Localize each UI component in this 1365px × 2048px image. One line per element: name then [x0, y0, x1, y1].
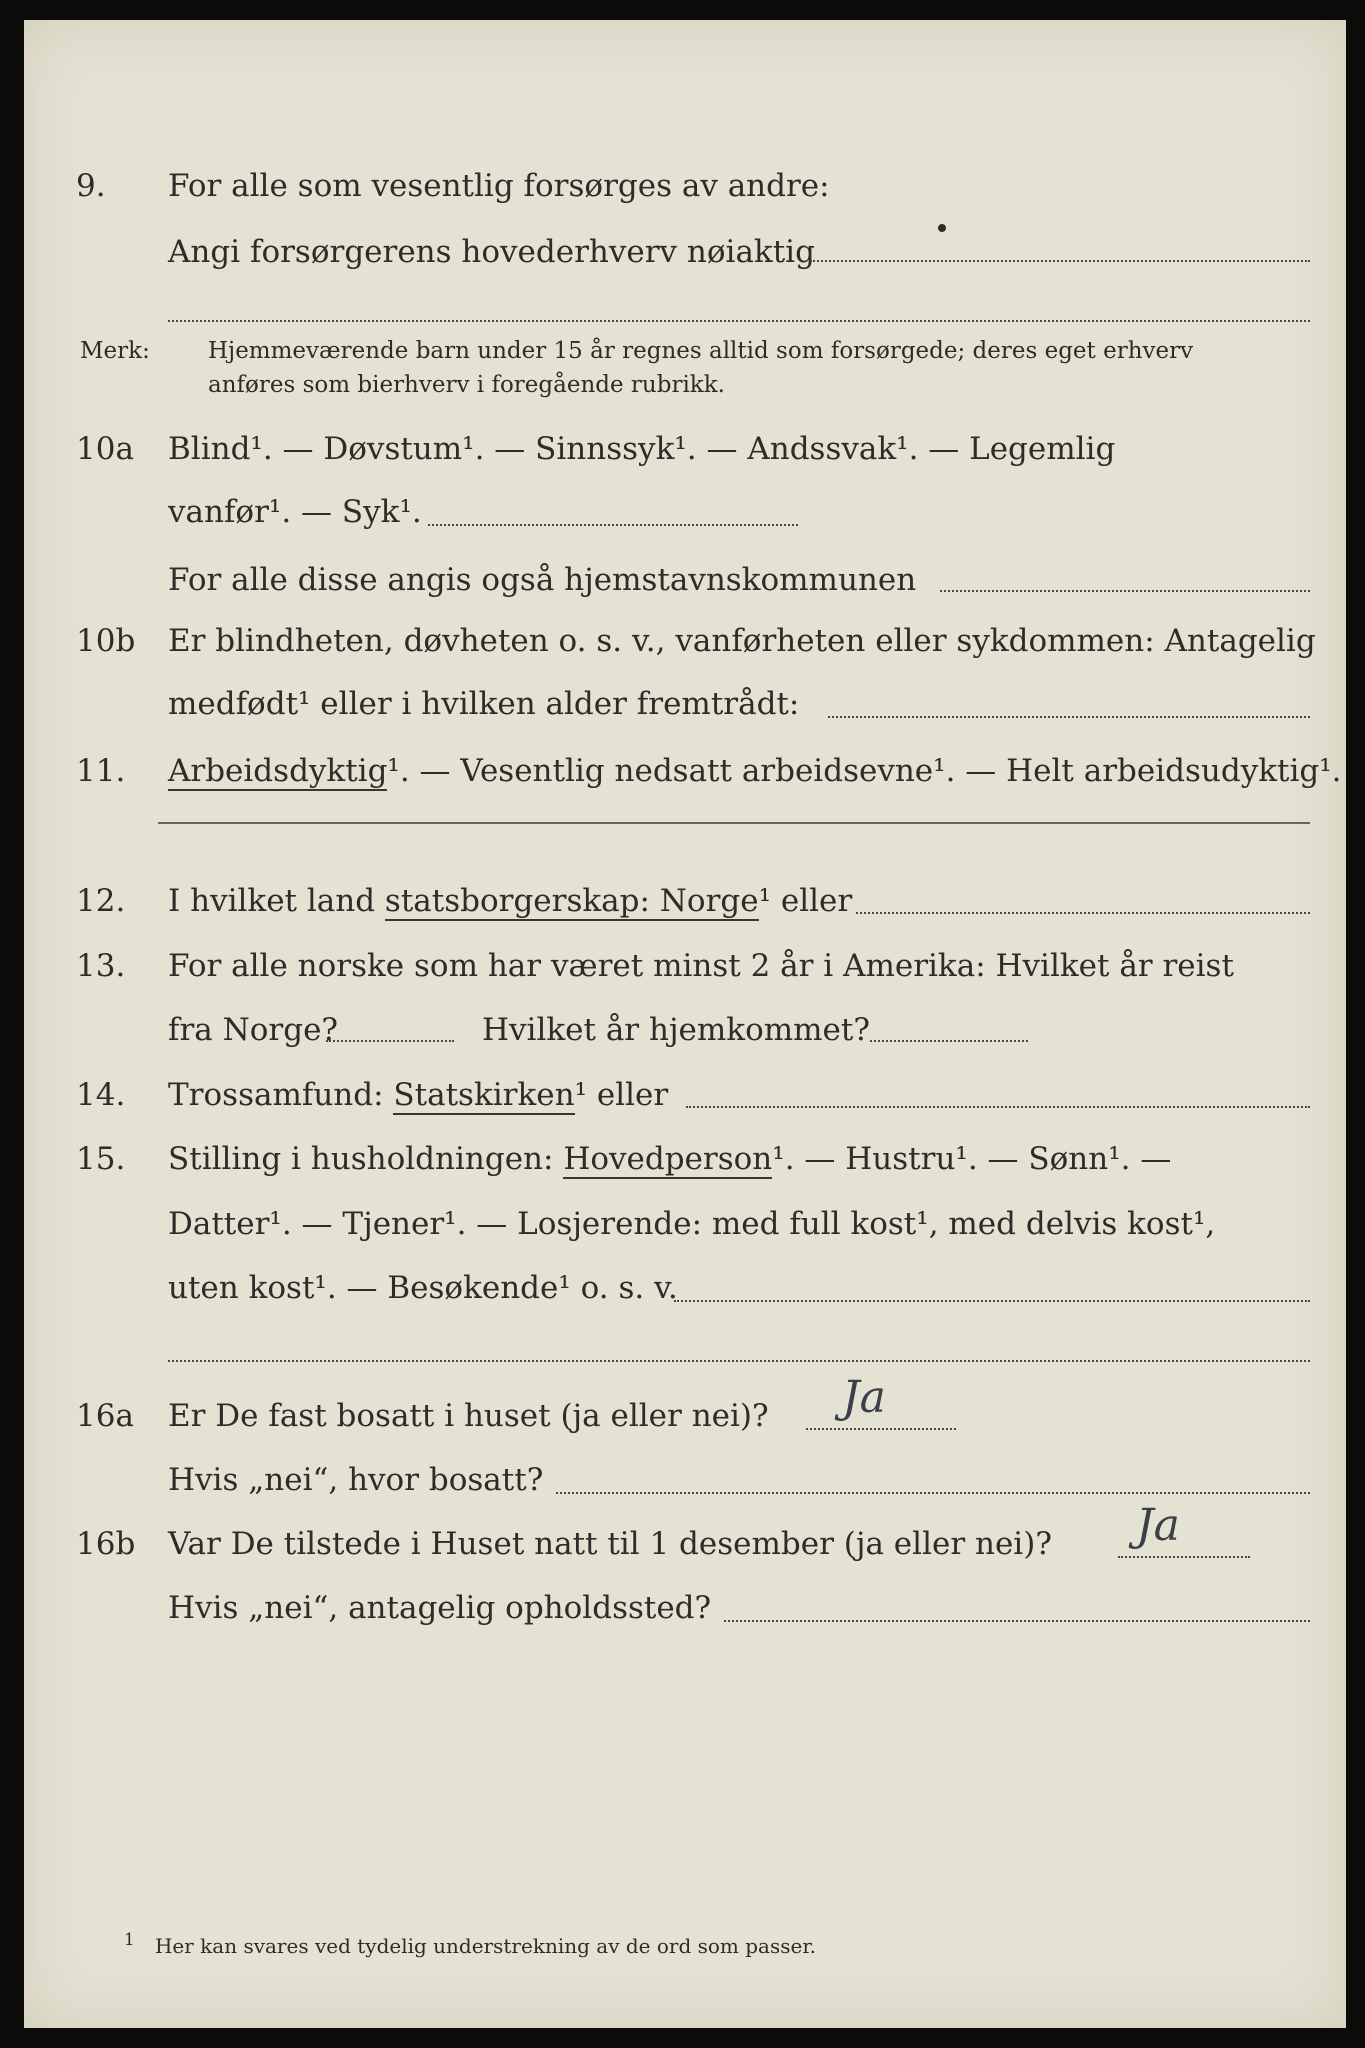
q10a-text-2: vanfør¹. — Syk¹.	[168, 494, 422, 530]
q11-answer-underlined: Arbeidsdyktig	[168, 753, 388, 789]
q16b-number: 16b	[76, 1526, 136, 1562]
q13-answer-line-2[interactable]	[870, 1040, 1028, 1042]
q14-text-pre: Trossamfund:	[168, 1077, 394, 1113]
q11-number: 11.	[76, 753, 126, 789]
q12-text-pre: I hvilket land	[168, 883, 385, 919]
q16b-answer-line-2[interactable]	[724, 1620, 1310, 1622]
q10a-number: 10a	[76, 431, 134, 467]
q15-text-post: ¹. — Hustru¹. — Sønn¹. —	[772, 1141, 1172, 1177]
q15-text-2: Datter¹. — Tjener¹. — Losjerende: med full kost¹, med delvis kost¹,	[168, 1206, 1216, 1242]
footnote-mark: 1	[124, 1930, 135, 1949]
q13-text-2b: Hvilket år hjemkommet?	[482, 1012, 870, 1048]
q10a-answer-line-1[interactable]	[428, 524, 798, 526]
footnote	[124, 1930, 816, 1958]
q14-text-post: ¹ eller	[574, 1077, 669, 1113]
q15-text-1	[168, 1139, 1171, 1179]
q13-answer-line-1[interactable]	[326, 1040, 454, 1042]
q10a-text-1: Blind¹. — Døvstum¹. — Sinnssyk¹. — Andssvak¹. — Legemlig	[168, 431, 1116, 467]
q10b-text-2: medfødt¹ eller i hvilken alder fremtrådt:	[168, 686, 800, 722]
q15-number: 15.	[76, 1141, 126, 1177]
q10b-answer-line[interactable]	[828, 716, 1310, 718]
merk-text-2: anføres som bierhverv i foregående rubrikk.	[208, 372, 725, 398]
q11-answer-line[interactable]	[158, 822, 1310, 824]
merk-text-1: Hjemmeværende barn under 15 år regnes alltid som forsørgede; deres eget erhverv	[208, 338, 1194, 364]
q16a-handwritten-answer: Ja	[842, 1372, 886, 1423]
q9-text-2: Angi forsørgerens hovederhverv nøiaktig	[168, 234, 815, 270]
q10a-text-3: For alle disse angis også hjemstavnskommunen	[168, 562, 917, 598]
q16b-text-1: Var De tilstede i Huset natt til 1 desember (ja eller nei)?	[168, 1526, 1052, 1562]
q9-answer-line-1[interactable]	[810, 260, 1310, 262]
q12-answer-line[interactable]	[856, 912, 1310, 914]
q9-number: 9.	[76, 168, 106, 204]
q15-answer-line-1[interactable]	[674, 1300, 1310, 1302]
q14-number: 14.	[76, 1077, 126, 1113]
q14-answer-underlined: Statskirken	[393, 1077, 575, 1113]
q15-text-3: uten kost¹. — Besøkende¹ o. s. v.	[168, 1270, 678, 1306]
q10b-text-1: Er blindheten, døvheten o. s. v., vanførheten eller sykdommen: Antagelig	[168, 623, 1316, 659]
q9-text-1: For alle som vesentlig forsørges av andre:	[168, 168, 830, 204]
q15-answer-line-2[interactable]	[168, 1360, 1310, 1362]
q16a-number: 16a	[76, 1398, 134, 1434]
q11-text	[168, 751, 1342, 791]
q10a-answer-line-2[interactable]	[940, 590, 1310, 592]
ink-dot	[938, 224, 946, 232]
footnote-text: Her kan svares ved tydelig understrekning av de ord som passer.	[154, 1933, 817, 1958]
q12-text-post: ¹ eller	[758, 883, 853, 919]
q12-number: 12.	[76, 883, 126, 919]
q13-text-2a: fra Norge?	[168, 1012, 339, 1048]
q14-text	[168, 1075, 668, 1115]
q15-text-pre: Stilling i husholdningen:	[168, 1141, 564, 1177]
q12-answer-underlined: statsborgerskap: Norge	[384, 883, 759, 919]
q13-text-1: For alle norske som har været minst 2 år i Amerika: Hvilket år reist	[168, 948, 1234, 984]
merk-label: Merk:	[80, 338, 150, 364]
q16b-answer-line-1[interactable]	[1118, 1556, 1250, 1558]
q11-text-rest: ¹. — Vesentlig nedsatt arbeidsevne¹. — Helt arbeidsudyktig¹.	[387, 753, 1342, 789]
q16a-text-1: Er De fast bosatt i huset (ja eller nei)?	[168, 1398, 769, 1434]
q16b-text-2: Hvis „nei“, antagelig opholdssted?	[168, 1590, 712, 1626]
q16b-handwritten-answer: Ja	[1136, 1500, 1180, 1551]
q16a-answer-line-1[interactable]	[806, 1428, 956, 1430]
q16a-text-2: Hvis „nei“, hvor bosatt?	[168, 1462, 544, 1498]
q10b-number: 10b	[76, 623, 136, 659]
q13-number: 13.	[76, 948, 126, 984]
census-form-page	[24, 20, 1346, 2028]
q15-answer-underlined: Hovedperson	[563, 1141, 773, 1177]
q16a-answer-line-2[interactable]	[556, 1492, 1310, 1494]
q12-text	[168, 881, 852, 921]
q9-answer-line-2[interactable]	[168, 320, 1310, 322]
q14-answer-line[interactable]	[686, 1106, 1310, 1108]
